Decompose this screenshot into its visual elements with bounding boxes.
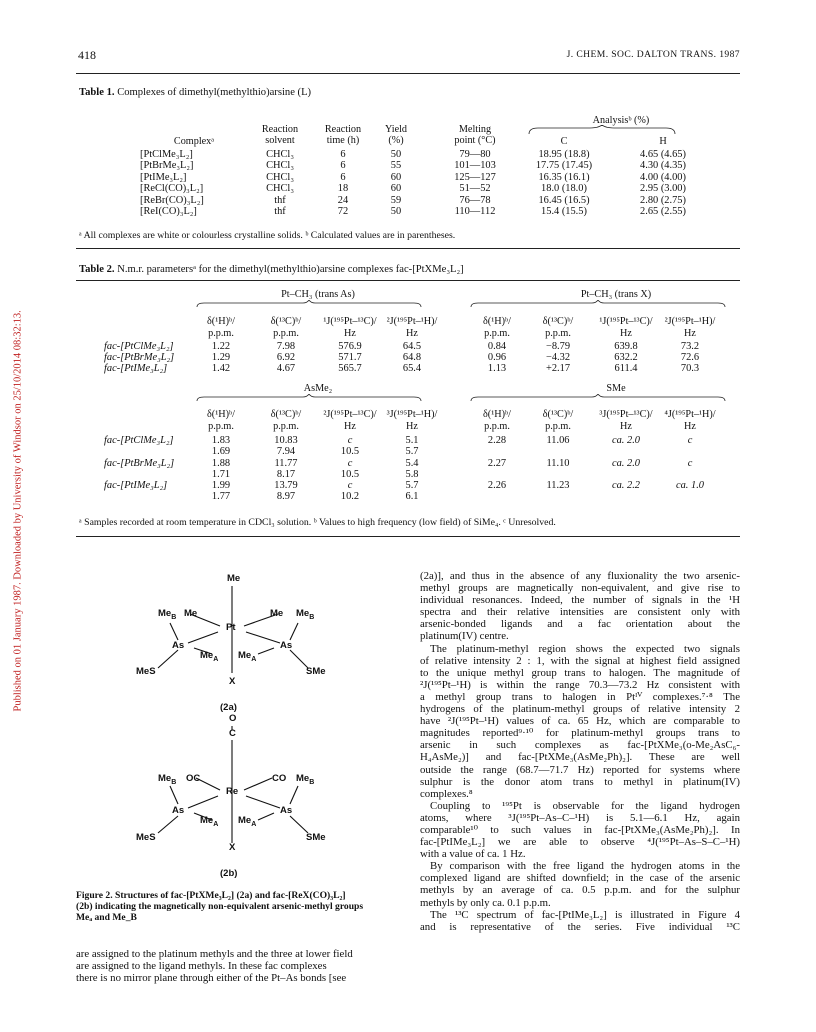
- analysis-brace: [528, 125, 676, 135]
- atom-2a-me-left: Me: [184, 608, 198, 619]
- table2-cell: 65.4: [402, 363, 422, 374]
- table2-cell: 7.94: [276, 446, 296, 457]
- table1-cell-solvent: CHCl₃: [266, 171, 294, 183]
- table2-cell: 1.99: [211, 480, 231, 491]
- table2-cell: ca. 2.0: [612, 457, 640, 469]
- table2-cell: c: [687, 457, 693, 469]
- table2-cell: 64.5: [402, 341, 422, 352]
- table1-cell-H: 4.00 (4.00): [640, 171, 686, 183]
- bond-2b-as-right: [246, 796, 280, 808]
- table2-row-label: fac-[PtBrMe₃L₂]: [104, 352, 175, 363]
- figure-caption-line: (2b) indicating the magnetically non-equivalent arsenic-methyl groups: [76, 901, 364, 912]
- table2-cell: 8.17: [276, 468, 296, 480]
- table2-cell: 7.98: [276, 341, 296, 352]
- table2-cell: 2.28: [487, 435, 507, 446]
- table2-col-header: ²J(¹⁹⁵Pt–¹H)/: [386, 316, 438, 327]
- table1-col-header: C: [560, 136, 568, 147]
- bond-2a-as-right: [246, 632, 280, 643]
- atom-2a-me-a-right: $Me_A$: [238, 650, 257, 663]
- body-line: magnitudes reported⁹·¹⁰ for platinum-methyl groups trans to: [420, 727, 740, 740]
- table2-group-header: AsMe₂: [303, 383, 333, 394]
- body-line: of relative intensity 2 : 1, with the signal at highest field assigned: [420, 654, 740, 667]
- table2-cell: 1.42: [211, 363, 231, 374]
- table2-col-unit: p.p.m.: [484, 328, 510, 339]
- table1-cell-C: 16.35 (16.1): [538, 171, 590, 183]
- table2-cell: 8.97: [276, 491, 296, 502]
- table2-cell: 1.83: [211, 435, 231, 446]
- download-watermark: Published on 01 January 1987. Downloaded by University of Windsor on 25/10/2014 08:32:13.: [12, 310, 24, 712]
- table2-group-brace: [196, 300, 422, 308]
- body-line: The platinum-methyl region shows the expected two signals: [430, 642, 740, 655]
- body-line: H₄AsMe₂)] and fac-[PtXMe₃(AsMe₂Ph)₂]. These are well: [420, 751, 740, 764]
- table2-footnote: ᵃ Samples recorded at room temperature in CDCl₃ solution. ᵇ Values to high frequency (low field) of SiMe₄. ᶜ Unresolved.: [79, 517, 556, 528]
- table1-cell-yield: 50: [390, 149, 402, 160]
- table2-cell: 10.5: [340, 468, 360, 480]
- atom-2b-sme: SMe: [306, 832, 326, 843]
- atom-2a-x: X: [229, 676, 236, 687]
- table1-cell-mp: 101—103: [454, 160, 496, 172]
- analysis-header: Analysisᵇ (%): [592, 115, 650, 126]
- bond-2b-mes: [158, 816, 178, 833]
- right-column-text: [420, 570, 740, 933]
- table2-cell: 11.23: [546, 480, 570, 491]
- table1-cell-mp: 125—127: [454, 171, 496, 183]
- atom-2a-sme: SMe: [306, 666, 326, 677]
- body-line: comparable¹⁰ to such values in fac-[PtXMe₃(AsMe₂Ph)₂]. In: [420, 823, 740, 836]
- table2-col-unit: Hz: [344, 328, 356, 339]
- table2-col-header: ²J(¹⁹⁵Pt–¹³C)/: [323, 409, 377, 420]
- table2-cell: 1.77: [211, 491, 231, 502]
- atom-2b-me-b-right: $Me_B$: [296, 773, 315, 786]
- table1-col-header: Reaction: [261, 124, 299, 135]
- table1-cell-yield: 50: [390, 206, 402, 217]
- body-line: are assigned to the platinum methyls and the three at lower field: [76, 948, 353, 960]
- table2-end-rule: [76, 536, 740, 537]
- table2-col-header: δ(¹H)ᵇ/: [207, 409, 235, 420]
- table2-col-unit: p.p.m.: [545, 421, 571, 432]
- table1-cell-complex: [PtIMe₃L₂]: [140, 171, 187, 183]
- table2-cell: 632.2: [614, 352, 638, 363]
- body-line: arsenic-bonded ligands and a fac orientation about the: [420, 618, 740, 631]
- table2-col-header: ²J(¹⁹⁵Pt–¹H)/: [664, 316, 716, 327]
- bond-2a-mes: [158, 650, 178, 668]
- table2-col-unit: Hz: [406, 421, 418, 432]
- table1-title: Complexes of dimethyl(methylthio)arsine (L): [117, 87, 312, 98]
- table2-col-unit: Hz: [406, 328, 418, 339]
- table2-cell: 10.83: [274, 435, 298, 446]
- atom-2a-me-top: Me: [227, 573, 241, 584]
- atom-2b-co: CO: [272, 773, 287, 784]
- table1-cell-H: 2.80 (2.75): [640, 194, 686, 206]
- table2-row-label: fac-[PtClMe₃L₂]: [104, 341, 174, 352]
- table2-cell: 1.22: [211, 341, 231, 352]
- table1-cell-C: 18.0 (18.0): [541, 183, 587, 195]
- table1-cell-complex: [ReCl(CO)₃L₂]: [140, 183, 204, 195]
- bond-2a-mb-left: [170, 623, 178, 640]
- table2-cell: ca. 2.0: [612, 435, 640, 446]
- table2-cell: c: [687, 435, 693, 446]
- table2-col-unit: p.p.m.: [545, 328, 571, 339]
- atom-2a-me-b-left: $Me_B$: [158, 608, 177, 621]
- table2-col-unit: Hz: [620, 421, 632, 432]
- table1-cell-time: 6: [340, 160, 346, 172]
- table1-cell-C: 16.45 (16.5): [538, 194, 590, 206]
- table2-cell: 70.3: [680, 363, 700, 374]
- table1-cell-H: 4.30 (4.35): [640, 160, 686, 172]
- table1-cell-C: 18.95 (18.8): [538, 149, 590, 160]
- atom-2b-mes: MeS: [136, 832, 156, 843]
- table1-label: Table 1.: [79, 87, 115, 98]
- table2-col-unit: p.p.m.: [273, 328, 299, 339]
- atom-2b-as-right: As: [280, 805, 293, 816]
- atom-2b-re: Re: [226, 786, 239, 797]
- table2-cell: ca. 2.2: [612, 480, 640, 491]
- body-line: methyls by an average of ca. 0.5 p.p.m. and for the sulphur: [420, 884, 740, 897]
- body-line: methyl groups are magnetically non-equivalent, and give rise to: [420, 582, 740, 595]
- table2-cell: 2.26: [487, 480, 507, 491]
- table1-cell-time: 72: [337, 206, 349, 217]
- journal-header: J. CHEM. SOC. DALTON TRANS. 1987: [566, 49, 740, 60]
- table2-col-unit: Hz: [684, 421, 696, 432]
- table1-col-header: H: [659, 136, 667, 147]
- table2-cell: 2.27: [487, 457, 507, 469]
- table2-col-unit: Hz: [684, 328, 696, 339]
- table2-cell: 64.8: [402, 352, 422, 363]
- table1-cell-complex: [PtBrMe₃L₂]: [140, 160, 194, 172]
- table2-cell: −8.79: [545, 341, 571, 352]
- label-2b: (2b): [220, 868, 238, 879]
- table2-col-header: ¹J(¹⁹⁵Pt–¹³C)/: [323, 316, 377, 327]
- table2-label: Table 2.: [79, 264, 115, 275]
- table2-cell: −4.32: [545, 352, 571, 363]
- table2-cell: 639.8: [614, 341, 638, 352]
- table2-cell: 611.4: [614, 363, 638, 374]
- body-line: fac-[PtIMe₃L₂] we are able to observe ⁴J(¹⁹⁵Pt–As–S–C–¹H): [420, 836, 740, 849]
- table1-col-header: (%): [388, 135, 404, 146]
- table2-row-label: fac-[PtClMe₃L₂]: [104, 435, 174, 446]
- table1-cell-time: 18: [337, 183, 349, 195]
- table1-cell-mp: 79—80: [459, 149, 491, 160]
- table2-col-unit: p.p.m.: [484, 421, 510, 432]
- atom-2b-as-left: As: [172, 805, 185, 816]
- bond-2b-mb-right: [290, 786, 298, 804]
- table2-cell: 571.7: [338, 352, 362, 363]
- table1-col-header: solvent: [265, 135, 295, 146]
- body-line: By comparison with the free ligand the hydrogen atoms in the: [430, 860, 740, 873]
- table2-cell: 10.5: [340, 446, 360, 457]
- table1-cell-time: 6: [340, 171, 346, 183]
- table2-cell: 1.29: [211, 352, 231, 363]
- table2-row-label: fac-[PtBrMe₃L₂]: [104, 457, 175, 469]
- table2-col-header: δ(¹³C)ᵇ/: [542, 316, 574, 327]
- bond-2b-as-left: [188, 796, 218, 808]
- atom-2b-me-a-left: $Me_A$: [200, 815, 219, 828]
- table2-cell: 0.84: [487, 341, 507, 352]
- body-line: complexed ligand are shifted downfield; in the case of the arsenic: [420, 872, 740, 885]
- body-line: there is no mirror plane through either of the Pt–As bonds [see: [76, 972, 347, 985]
- table2-cell: 73.2: [680, 341, 700, 352]
- atom-2b-me-b-left: $Me_B$: [158, 773, 177, 786]
- atom-2a-me-right: Me: [270, 608, 284, 619]
- table2-col-header: ³J(¹⁹⁵Pt–¹³C)/: [599, 409, 653, 420]
- table1-cell-C: 17.75 (17.45): [535, 160, 593, 172]
- table1-cell-time: 24: [337, 194, 349, 206]
- table1-cell-solvent: thf: [274, 206, 286, 217]
- table2-group-header: Pt–CH₃ (trans As): [281, 289, 355, 300]
- atom-2b-oc: OC: [186, 773, 201, 784]
- bond-2a-mb-right: [290, 623, 298, 640]
- table1-cell-mp: 110—112: [454, 206, 496, 217]
- table2-cell: 576.9: [338, 341, 362, 352]
- table2-cell: c: [347, 435, 353, 446]
- bond-2b-sme: [290, 816, 308, 833]
- table2-group-brace: [196, 394, 422, 402]
- table2-cell: 1.69: [211, 446, 231, 457]
- table2-cell: 6.1: [405, 491, 419, 502]
- atom-2b-me-a-right: $Me_A$: [238, 815, 257, 828]
- body-line: a methyl group trans to halogen in Ptᴵⱽ complexes.⁷·⁸ The: [420, 690, 740, 703]
- table2-group-brace: [470, 394, 726, 402]
- table2-col-header: δ(¹H)ᵇ/: [207, 316, 235, 327]
- atom-2a-as-left: As: [172, 640, 185, 651]
- table2-col-unit: Hz: [620, 328, 632, 339]
- table2-cell: 10.2: [340, 491, 360, 502]
- body-line: The ¹³C spectrum of fac-[PtIMe₃L₂] is illustrated in Figure 4: [430, 908, 740, 921]
- table2-cell: +2.17: [545, 363, 571, 374]
- table1-cell-solvent: thf: [274, 194, 286, 206]
- table2-cell: 11.10: [546, 457, 570, 469]
- body-line: individual resonances. Indeed, the number of signals in the ¹H: [420, 594, 740, 607]
- table2-cell: 13.79: [274, 480, 298, 491]
- figure-caption-line: Figure 2. Structures of fac-[PtXMe₃L₂] (2a) and fac-[ReX(CO)₃L₂]: [76, 890, 346, 901]
- table2-row-label: fac-[PtIMe₃L₂]: [104, 363, 168, 374]
- table2-cell: 5.7: [405, 446, 419, 457]
- table2-top-rule: [76, 280, 740, 281]
- table1-cell-complex: [PtClMe₃L₂]: [140, 149, 193, 160]
- body-line: arsenic in such complexes as fac-[PtXMe₃(o-Me₂AsC₆-: [420, 739, 740, 752]
- table2-row-label: fac-[PtIMe₃L₂]: [104, 480, 168, 491]
- table2-cell: c: [347, 457, 353, 469]
- table1-cell-complex: [ReI(CO)₃L₂]: [140, 206, 197, 217]
- table2-caption: [79, 265, 464, 276]
- bond-2b-ma-right: [258, 813, 274, 820]
- bond-2a-as-left: [188, 632, 218, 643]
- table1-col-header: Reaction: [324, 124, 362, 135]
- table2-group-header: SMe: [606, 383, 626, 394]
- table2-cell: 1.71: [211, 468, 231, 480]
- table2-col-header: δ(¹³C)ᵇ/: [270, 409, 302, 420]
- table1-col-header: point (°C): [454, 135, 496, 146]
- table1-cell-solvent: CHCl₃: [266, 160, 294, 172]
- bond-2b-co-right: [244, 778, 272, 790]
- left-column-text: [76, 948, 406, 984]
- table2-cell: c: [347, 480, 353, 491]
- page-number: 418: [78, 48, 96, 62]
- body-line: hydrogens of the platinum-methyl groups of relative intensity 2: [420, 703, 740, 716]
- table2-col-header: ⁴J(¹⁹⁵Pt–¹H)/: [664, 409, 716, 420]
- table1-cell-yield: 60: [390, 171, 402, 183]
- figure-caption-line: Meₐ and Me_B: [76, 912, 137, 923]
- table1-cell-mp: 51—52: [459, 183, 491, 195]
- body-line: ²J(¹⁹⁵Pt–¹H) is within the range 70.3—73.2 Hz consistent with: [420, 678, 740, 691]
- table2-cell: 11.06: [546, 435, 570, 446]
- table2-cell: 5.7: [405, 480, 419, 491]
- body-line: with a value of ca. 1 Hz.: [420, 848, 526, 861]
- table1-cell-solvent: CHCl₃: [266, 149, 294, 160]
- atom-2a-pt: Pt: [226, 622, 236, 633]
- table2-col-unit: p.p.m.: [273, 421, 299, 432]
- table1-cell-yield: 59: [390, 194, 402, 206]
- table1-cell-mp: 76—78: [459, 194, 491, 206]
- atom-2b-c-top: C: [229, 728, 236, 739]
- table1-cell-C: 15.4 (15.5): [541, 206, 587, 217]
- table2-group-header: Pt–CH₃ (trans X): [580, 289, 652, 300]
- table2-col-header: δ(¹³C)ᵇ/: [542, 409, 574, 420]
- table2-cell: ca. 1.0: [676, 480, 704, 491]
- table2-col-header: δ(¹³C)ᵇ/: [270, 316, 302, 327]
- atom-2a-as-right: As: [280, 640, 293, 651]
- table1-col-header: Yield: [384, 124, 408, 135]
- atom-2b-x: X: [229, 842, 236, 853]
- table1-col-header: Melting: [458, 124, 492, 135]
- table2-col-header: ¹J(¹⁹⁵Pt–¹³C)/: [599, 316, 653, 327]
- body-line: and is representative of the series. Five individual ¹³C: [420, 920, 740, 933]
- table1-col-header: time (h): [326, 135, 360, 146]
- header-rule: [76, 73, 740, 74]
- table2-col-unit: Hz: [344, 421, 356, 432]
- body-line: methyls by only ca. 0.1 p.p.m.: [420, 896, 551, 909]
- atom-2a-me-a-left: $Me_A$: [200, 650, 219, 663]
- table1-end-rule: [76, 248, 740, 249]
- table1-cell-time: 6: [340, 149, 346, 160]
- table2-cell: 1.13: [487, 363, 507, 374]
- table2-col-header: ³J(¹⁹⁵Pt–¹H)/: [386, 409, 438, 420]
- table2-cell: 565.7: [338, 363, 362, 374]
- table1-cell-yield: 55: [390, 160, 402, 172]
- table1-cell-H: 2.95 (3.00): [640, 183, 686, 195]
- table1-cell-H: 2.65 (2.55): [640, 206, 686, 217]
- body-line: spectra and their relative intensities are consistent only with: [420, 606, 740, 619]
- table2-cell: 5.1: [405, 435, 419, 446]
- table2-cell: 72.6: [680, 352, 700, 363]
- table2-cell: 6.92: [276, 352, 296, 363]
- table2-col-header: δ(¹H)ᵇ/: [483, 409, 511, 420]
- bond-2b-mb-left: [170, 786, 178, 804]
- table2-cell: 5.4: [405, 457, 419, 469]
- body-line: to the unique methyl group trans to halogen. The magnitude of: [420, 666, 740, 679]
- table1-cell-complex: [ReBr(CO)₃L₂]: [140, 194, 204, 206]
- body-line: complexes.⁸: [420, 787, 473, 800]
- table2-col-header: δ(¹H)ᵇ/: [483, 316, 511, 327]
- table2-group-brace: [470, 300, 726, 308]
- body-line: are assigned to the ligand methyls. In these fac complexes: [76, 960, 327, 973]
- table1-caption: [79, 88, 311, 99]
- table1-cell-H: 4.65 (4.65): [640, 149, 686, 160]
- figure-caption: [76, 890, 406, 923]
- body-line: Coupling to ¹⁹⁵Pt is observable for the ligand hydrogen: [430, 799, 740, 812]
- table2-cell: 4.67: [276, 363, 296, 374]
- body-line: platinum(IV) centre.: [420, 630, 509, 643]
- label-2a: (2a): [220, 702, 237, 713]
- table1-footnote: ᵃ All complexes are white or colourless crystalline solids. ᵇ Calculated values are in parentheses.: [79, 230, 456, 241]
- body-line: sulphur is the donor atom trans to methyl in platinum(IV): [420, 775, 740, 788]
- table2-cell: 1.88: [211, 457, 231, 469]
- atom-2a-mes: MeS: [136, 666, 156, 677]
- table2-title: N.m.r. parametersᵃ for the dimethyl(methylthio)arsine complexes fac-[PtXMe₃L₂]: [117, 264, 464, 275]
- body-line: have ²J(¹⁹⁵Pt–¹H) values of ca. 65 Hz, which are comparable to: [420, 715, 740, 728]
- table2-col-unit: p.p.m.: [208, 421, 234, 432]
- atom-2b-o-top: O: [229, 713, 237, 724]
- table1-col-header: Complexᵃ: [173, 136, 215, 147]
- bond-2a-ma-right: [258, 648, 274, 654]
- body-line: atoms, where ³J(¹⁹⁵Pt–As–C–¹H) is 5.1—6.1 Hz, again: [420, 811, 740, 824]
- table1-cell-yield: 60: [390, 183, 402, 195]
- table1-cell-solvent: CHCl₃: [266, 183, 294, 195]
- table2-cell: 0.96: [487, 352, 507, 363]
- body-line: outside the range (68.7—71.7 Hz) reported for systems where: [420, 763, 740, 776]
- table2-cell: 11.77: [274, 457, 298, 469]
- table2-col-unit: p.p.m.: [208, 328, 234, 339]
- table2-cell: 5.8: [405, 468, 419, 480]
- atom-2a-me-b-right: $Me_B$: [296, 608, 315, 621]
- body-line: (2a)], and thus in the absence of any fluxionality the two arsenic-: [420, 570, 740, 582]
